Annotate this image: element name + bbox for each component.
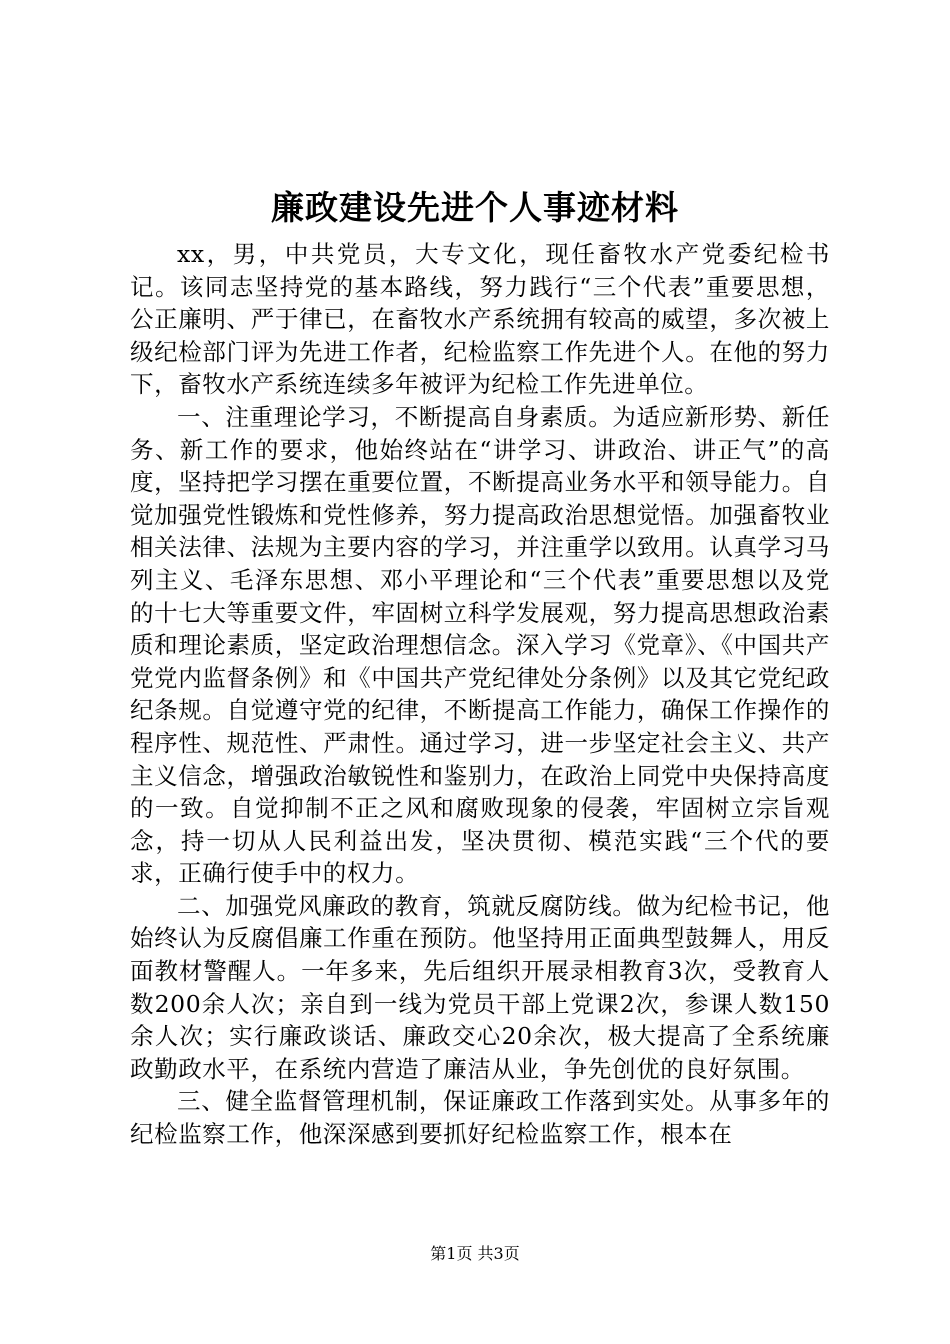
paragraph-intro: xx，男，中共党员，大专文化，现任畜牧水产党委纪检书记。该同志坚持党的基本路线，努力践行“三个代表”重要思想，公正廉明、严于律已，在畜牧水产系统拥有较高的威望，多次被上级纪检部门评为先进工作者，纪检监察工作先进个人。在他的努力下，畜牧水产系统连续多年被评为纪检工作先进单位。 bbox=[130, 240, 830, 399]
paragraph-section-3: 三、健全监督管理机制，保证廉政工作落到实处。从事多年的纪检监察工作，他深深感到要抓好纪检监察工作，根本在 bbox=[130, 1087, 830, 1149]
document-body bbox=[130, 238, 830, 1151]
document-title: 廉政建设先进个人事迹材料 bbox=[271, 188, 679, 227]
paragraph-section-1: 一、注重理论学习，不断提高自身素质。为适应新形势、新任务、新工作的要求，他始终站在“讲学习、讲政治、讲正气”的高度，坚持把学习摆在重要位置，不断提高业务水平和领导能力。自觉加强党性锻炼和党性修养，努力提高政治思想觉悟。加强畜牧业相关法律、法规为主要内容的学习，并注重学以致用。认真学习马列主义、毛泽东思想、邓小平理论和“三个代表”重要思想以及党的十七大等重要文件，牢固树立科学发展观，努力提高思想政治素质和理论素质，坚定政治理想信念。深入学习《党章》、《中国共产党党内监督条例》和《中国共产党纪律处分条例》以及其它党纪政纪条规。自觉遵守党的纪律，不断提高工作能力，确保工作操作的程序性、规范性、严肃性。通过学习，进一步坚定社会主义、共产主义信念，增强政治敏锐性和鉴别力，在政治上同党中央保持高度的一致。自觉抑制不正之风和腐败现象的侵袭，牢固树立宗旨观念，持一切从人民利益出发，坚决贯彻、模范实践“三个代的要求，正确行使手中的权力。 bbox=[130, 402, 830, 888]
paragraph-section-2: 二、加强党风廉政的教育，筑就反腐防线。做为纪检书记，他始终认为反腐倡廉工作重在预防。他坚持用正面典型鼓舞人，用反面教材警醒人。一年多来，先后组织开展录相教育3次，受教育人数200余人次；亲自到一线为党员干部上党课2次，参课人数150余人次；实行廉政谈话、廉政交心20余次，极大提高了全系统廉政勤政水平，在系统内营造了廉洁从业，争先创优的良好氛围。 bbox=[130, 891, 830, 1083]
page-footer: 第1页 共3页 bbox=[430, 1244, 520, 1263]
